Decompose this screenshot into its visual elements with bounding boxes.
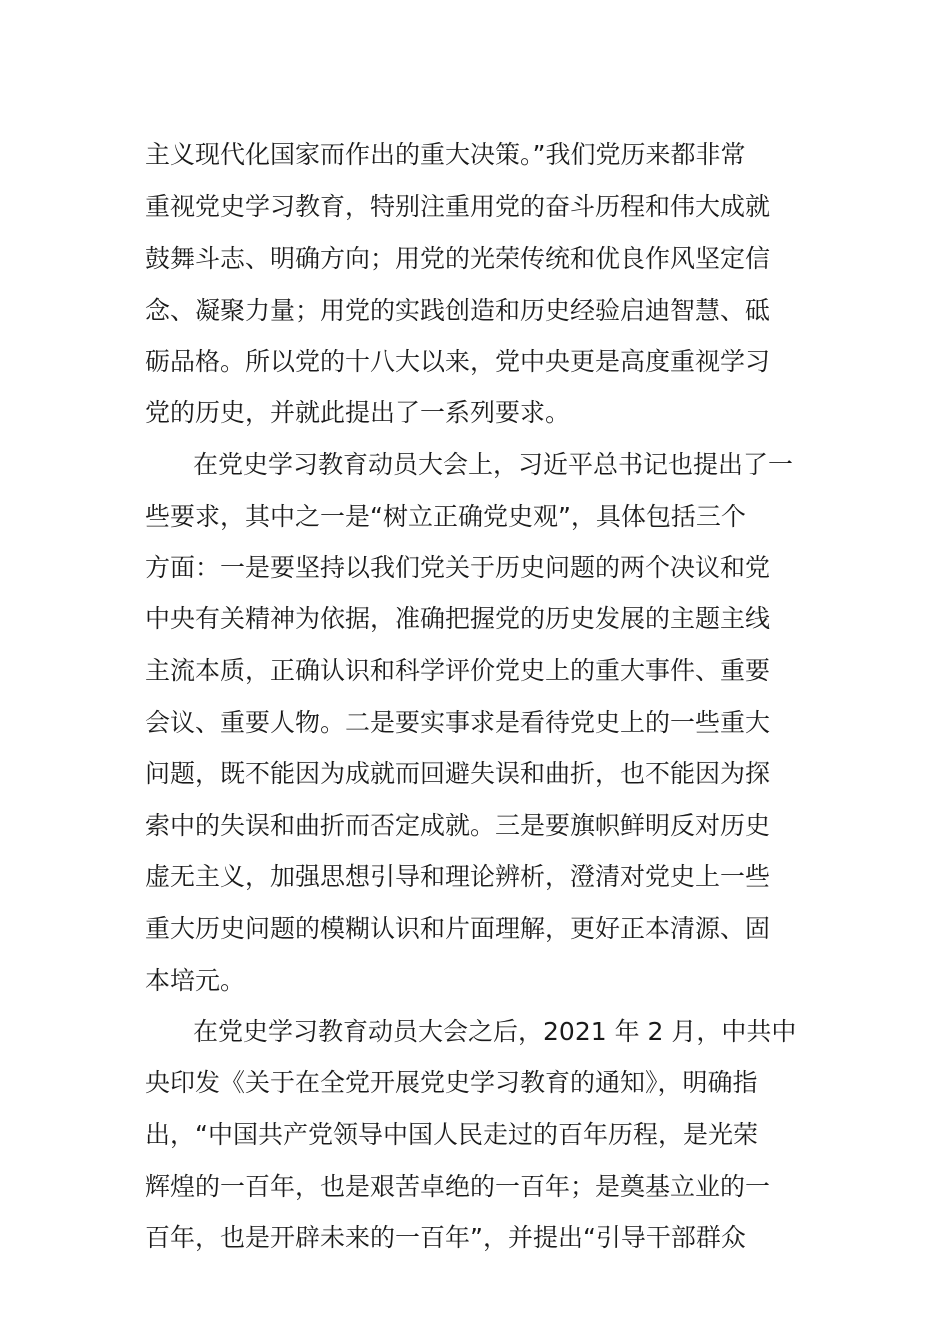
text-line: 主义现代化国家而作出的重大决策。”我们党历来都非常: [145, 140, 746, 169]
text-line: 央印发《关于在全党开展党史学习教育的通知》，明确指: [145, 1068, 758, 1097]
text-line: 党的历史，并就此提出了一系列要求。: [145, 398, 571, 427]
text-line: 中央有关精神为依据，准确把握党的历史发展的主题主线: [145, 604, 771, 633]
text-line: 问题，既不能因为成就而回避失误和曲折，也不能因为探: [145, 759, 771, 788]
text-line: 本培元。: [145, 966, 246, 995]
text-line: 主流本质，正确认识和科学评价党史上的重大事件、重要: [145, 656, 771, 685]
text-line: 鼓舞斗志、明确方向；用党的光荣传统和优良作风坚定信: [145, 244, 771, 273]
text-line: 念、凝聚力量；用党的实践创造和历史经验启迪智慧、砥: [145, 296, 771, 325]
paragraph-start-line: 在党史学习教育动员大会之后，2021 年 2 月，中共中: [193, 1017, 797, 1046]
text-line: 些要求，其中之一是“树立正确党史观”，具体包括三个: [145, 502, 746, 531]
text-line: 方面：一是要坚持以我们党关于历史问题的两个决议和党: [145, 553, 771, 582]
paragraph-start-line: 在党史学习教育动员大会上，习近平总书记也提出了一: [193, 450, 794, 479]
text-line: 索中的失误和曲折而否定成就。三是要旗帜鲜明反对历史: [145, 811, 771, 840]
text-line: 出，“中国共产党领导中国人民走过的百年历程，是光荣: [145, 1120, 758, 1149]
text-line: 虚无主义，加强思想引导和理论辨析，澄清对党史上一些: [145, 862, 771, 891]
text-line: 砺品格。所以党的十八大以来，党中央更是高度重视学习: [145, 347, 771, 376]
text-line: 辉煌的一百年，也是艰苦卓绝的一百年；是奠基立业的一: [145, 1172, 771, 1201]
text-line: 重视党史学习教育，特别注重用党的奋斗历程和伟大成就: [145, 192, 771, 221]
text-line: 会议、重要人物。二是要实事求是看待党史上的一些重大: [145, 708, 771, 737]
text-line: 重大历史问题的模糊认识和片面理解，更好正本清源、固: [145, 914, 771, 943]
text-line: 百年，也是开辟未来的一百年”，并提出“引导干部群众: [145, 1223, 746, 1252]
